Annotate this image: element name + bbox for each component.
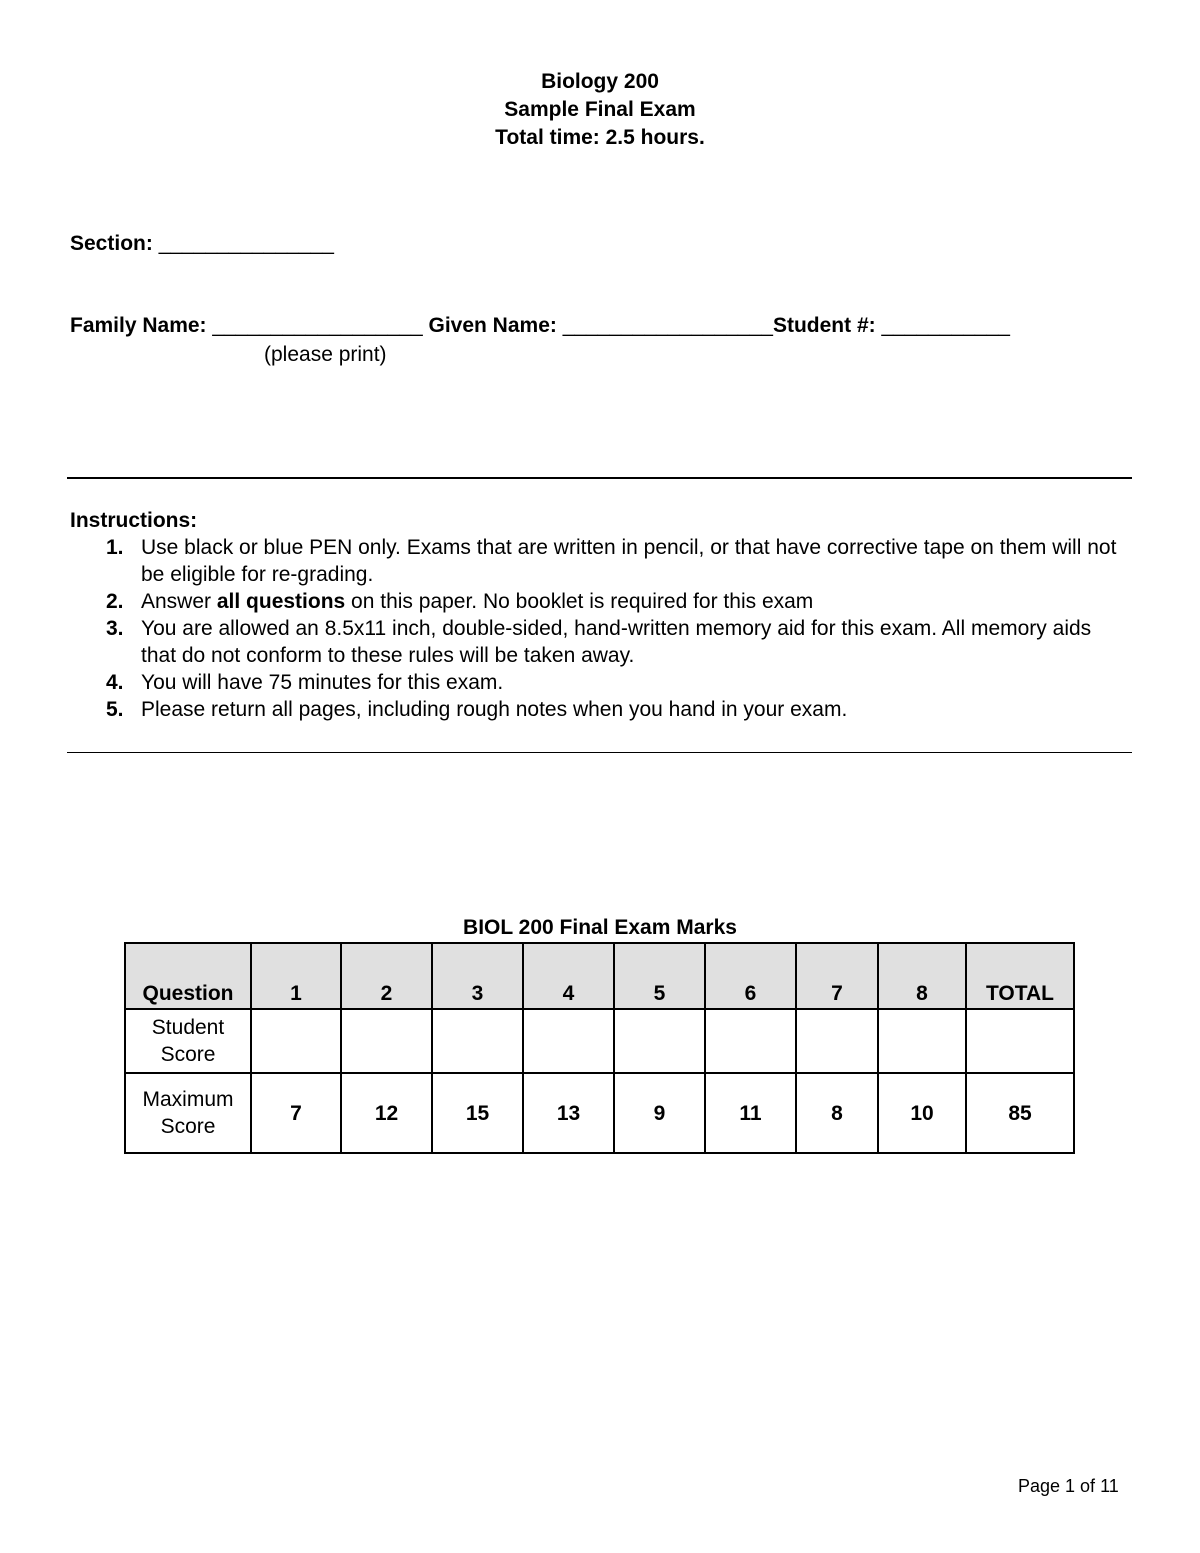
instruction-number: 3. xyxy=(106,617,124,640)
instruction-text: You will have 75 minutes for this exam. xyxy=(141,671,504,694)
exam-header xyxy=(0,68,1200,152)
total-col: TOTAL xyxy=(966,943,1074,1009)
student-score-label-line2: Score xyxy=(160,1043,216,1066)
divider-bottom xyxy=(67,752,1132,753)
maximum-score-label-line2: Score xyxy=(160,1115,216,1138)
maximum-score-row xyxy=(125,1073,1074,1153)
total-time: Total time: 2.5 hours. xyxy=(495,126,705,149)
question-col-1: 1 xyxy=(251,943,341,1009)
instruction-item xyxy=(70,696,1130,723)
section-label: Section: xyxy=(70,232,153,255)
student-score-cell[interactable] xyxy=(523,1009,614,1073)
maximum-score-cell: 13 xyxy=(523,1073,614,1153)
student-score-label-line1: Student xyxy=(151,1016,225,1039)
maximum-score-cell: 11 xyxy=(705,1073,796,1153)
student-score-cell[interactable] xyxy=(341,1009,432,1073)
instruction-item xyxy=(70,669,1130,696)
exam-title: Sample Final Exam xyxy=(504,98,696,121)
instructions-title: Instructions: xyxy=(70,509,198,532)
family-name-blank[interactable]: __________________ xyxy=(212,314,423,337)
instruction-text: Please return all pages, including rough notes when you hand in your exam. xyxy=(141,698,848,721)
student-score-cell[interactable] xyxy=(878,1009,966,1073)
question-col-5: 5 xyxy=(614,943,705,1009)
student-score-cell[interactable] xyxy=(705,1009,796,1073)
question-col-3: 3 xyxy=(432,943,523,1009)
maximum-score-cell: 10 xyxy=(878,1073,966,1153)
instruction-text-bold: all questions xyxy=(216,590,346,613)
given-name-label: Given Name: xyxy=(428,314,557,337)
family-name-label: Family Name: xyxy=(70,314,207,337)
section-field xyxy=(70,232,334,256)
student-score-cell[interactable] xyxy=(614,1009,705,1073)
student-score-cell[interactable] xyxy=(251,1009,341,1073)
marks-table xyxy=(124,942,1075,1154)
instruction-number: 1. xyxy=(106,536,124,559)
course-title: Biology 200 xyxy=(541,70,659,93)
maximum-score-label-line1: Maximum xyxy=(142,1088,234,1111)
question-col-6: 6 xyxy=(705,943,796,1009)
marks-table-title: BIOL 200 Final Exam Marks xyxy=(463,916,737,939)
name-fields-row xyxy=(70,314,1130,338)
instruction-item xyxy=(70,588,1130,615)
instruction-number: 4. xyxy=(106,671,124,694)
maximum-score-cell: 12 xyxy=(341,1073,432,1153)
question-col-4: 4 xyxy=(523,943,614,1009)
maximum-score-cell: 9 xyxy=(614,1073,705,1153)
maximum-score-cell: 7 xyxy=(251,1073,341,1153)
divider-top xyxy=(67,477,1132,479)
section-blank[interactable]: _______________ xyxy=(158,232,334,255)
question-col-8: 8 xyxy=(878,943,966,1009)
student-number-label: Student #: xyxy=(772,314,876,337)
question-col-2: 2 xyxy=(341,943,432,1009)
instructions-list xyxy=(70,534,1130,723)
student-score-label xyxy=(125,1009,251,1073)
instruction-item xyxy=(70,534,1130,588)
table-header-row xyxy=(125,943,1074,1009)
instruction-number: 2. xyxy=(106,590,124,613)
instruction-number: 5. xyxy=(106,698,124,721)
instruction-item xyxy=(70,615,1130,669)
maximum-score-cell: 15 xyxy=(432,1073,523,1153)
student-score-cell[interactable] xyxy=(432,1009,523,1073)
student-number-blank[interactable]: ___________ xyxy=(881,314,1010,337)
maximum-score-cell: 8 xyxy=(796,1073,878,1153)
instruction-text: Use black or blue PEN only. Exams that are written in pencil, or that have corrective tape on them will not be eligible for re-grading. xyxy=(141,536,1117,586)
print-note: (please print) xyxy=(264,343,387,366)
page-number: Page 1 of 11 xyxy=(1018,1476,1119,1496)
instruction-text: You are allowed an 8.5x11 inch, double-sided, hand-written memory aid for this exam. All memory aids that do not conform to these rules will be taken away. xyxy=(141,617,1092,667)
given-name-blank[interactable]: __________________ xyxy=(562,314,773,337)
student-score-row xyxy=(125,1009,1074,1073)
question-col-7: 7 xyxy=(796,943,878,1009)
instruction-text-pre: Answer xyxy=(141,590,217,613)
maximum-score-total: 85 xyxy=(966,1073,1074,1153)
instructions xyxy=(70,507,1130,723)
instruction-text-post: on this paper. No booklet is required for this exam xyxy=(345,590,814,613)
maximum-score-label xyxy=(125,1073,251,1153)
student-score-cell[interactable] xyxy=(796,1009,878,1073)
student-score-total-cell[interactable] xyxy=(966,1009,1074,1073)
question-header: Question xyxy=(125,943,251,1009)
